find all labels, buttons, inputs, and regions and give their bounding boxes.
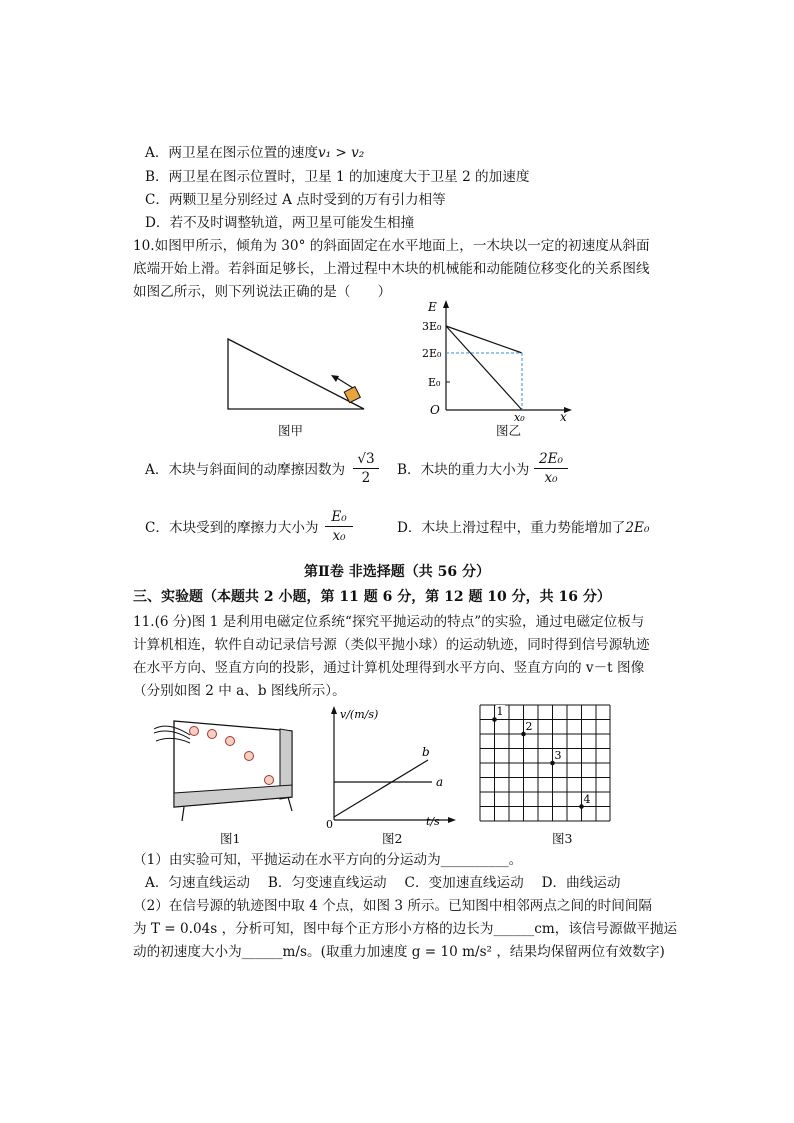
- q11-sub2-line-2: 为 T = 0.04s ，分析可知，图中每个正方形小方格的边长为______cm，该信号源做平抛运: [133, 921, 678, 937]
- line-b-increasing: [334, 760, 428, 817]
- trajectory-grid: [476, 703, 612, 825]
- x-axis-label: x: [560, 410, 567, 424]
- q10-stem-line-2: 底端开始上滑。若斜面足够长，上滑过程中木块的机械能和动能随位移变化的关系图线: [133, 261, 650, 277]
- q10-option-d: [397, 518, 649, 538]
- launcher-wire-1: [154, 726, 190, 735]
- origin-label: O: [430, 403, 440, 417]
- vt-x-label: t/s: [426, 815, 440, 828]
- q10-option-b-numerator: 2E₀: [538, 451, 564, 467]
- fig-yi-caption: 图乙: [496, 423, 522, 438]
- trajectory-ball: [190, 727, 199, 736]
- tick-label-2e0: 2E₀: [422, 347, 442, 360]
- q11-stem-line-3: 在水平方向、竖直方向的投影，通过计算机处理得到水平方向、竖直方向的 v－t 图像: [133, 660, 645, 676]
- q11-sub1: （1）由实验可知，平抛运动在水平方向的分运动为__________。: [133, 852, 523, 868]
- velocity-arrow: [337, 378, 353, 388]
- energy-graph-y-arrow: [443, 300, 449, 308]
- y-axis-label: E: [428, 300, 437, 314]
- q10-option-a-fraction: [353, 450, 379, 487]
- fig1-caption: 图1: [220, 831, 241, 846]
- launcher-wire-3: [156, 738, 190, 743]
- q11-sub2-line-1: （2）在信号源的轨迹图中取 4 个点，如图 3 所示。已知图中相邻两点之间的时间间隔: [133, 898, 653, 914]
- q10-option-a-denominator: 2: [353, 468, 379, 487]
- section-3-title: 三、实验题（本题共 2 小题，第 11 题 6 分，第 12 题 10 分，共 16 分）: [133, 589, 611, 605]
- trajectory-ball: [208, 730, 217, 739]
- board-bottom-frame: [174, 785, 292, 807]
- q9-option-a-math: v₁ > v₂: [317, 145, 365, 161]
- q9-option-a-text: A．两卫星在图示位置的速度: [145, 145, 318, 161]
- mechanical-energy-line: [446, 326, 522, 353]
- q10-option-b-fraction: [534, 450, 568, 487]
- q9-option-b: B．两卫星在图示位置时，卫星 1 的加速度大于卫星 2 的加速度: [145, 169, 530, 185]
- kinetic-energy-line: [446, 326, 522, 410]
- q10-option-c-fraction: [325, 508, 353, 545]
- q10-option-c-numerator: E₀: [331, 509, 347, 525]
- tick-label-e0: E₀: [428, 376, 441, 389]
- vt-y-label: v/(m/s): [340, 708, 379, 721]
- q10-option-a-text: A．木块与斜面间的动摩擦因数为: [145, 462, 346, 478]
- trajectory-ball: [226, 737, 235, 746]
- tick-label-3e0: 3E₀: [422, 320, 442, 333]
- q9-option-a: [145, 143, 364, 163]
- q9-option-d: D．若不及时调整轨道，两卫星可能发生相撞: [145, 215, 415, 231]
- q11-stem-line-1: 11.(6 分)图 1 是利用电磁定位系统“探究平抛运动的特点”的实验，通过电磁定位板与: [133, 614, 645, 630]
- q10-option-a-numerator: √3: [357, 451, 375, 467]
- q10-stem-line-1: 10.如图甲所示，倾角为 30° 的斜面固定在水平地面上，一木块以一定的初速度从斜面: [133, 238, 650, 254]
- point-4-label: 4: [583, 793, 591, 806]
- point-3-label: 3: [554, 749, 562, 762]
- q11-stem-line-4: （分别如图 2 中 a、b 图线所示）。: [133, 683, 346, 699]
- q10-option-c-denominator: x₀: [325, 526, 353, 545]
- incline-figure: [222, 333, 372, 415]
- incline-triangle: [228, 339, 364, 409]
- vt-graph: [322, 704, 462, 828]
- q10-option-b-text: B．木块的重力大小为: [397, 462, 530, 478]
- line-a-label: a: [436, 775, 444, 789]
- q10-option-d-math: 2E₀: [625, 520, 650, 536]
- vt-origin: 0: [326, 818, 333, 828]
- q10-option-d-text: D．木块上滑过程中，重力势能增加了: [397, 520, 626, 536]
- vt-x-arrow: [448, 817, 456, 823]
- q11-stem-line-2: 计算机相连，软件自动记录信号源（类似平抛小球）的运动轨迹，同时得到信号源轨迹: [133, 637, 650, 653]
- board-leg-left: [182, 807, 184, 821]
- tick-label-x0: x₀: [514, 411, 525, 424]
- part-2-title: 第Ⅱ卷 非选择题（共 56 分）: [304, 564, 490, 580]
- energy-graph: [420, 298, 580, 424]
- fig3-caption: 图3: [552, 831, 573, 846]
- line-b-label: b: [422, 745, 430, 759]
- fig-jia-caption: 图甲: [278, 423, 304, 438]
- q11-sub2-line-3: 动的初速度大小为______m/s。(取重力加速度 g = 10 m/s² ，结果均保留两位有效数字): [133, 944, 665, 960]
- board-leg-right: [288, 797, 292, 811]
- q10-option-c-text: C．木块受到的摩擦力大小为: [145, 520, 319, 536]
- q11-sub1-options: A．匀速直线运动 B．匀变速直线运动 C．变加速直线运动 D．曲线运动: [145, 875, 621, 891]
- q9-option-c: C．两颗卫星分别经过 A 点时受到的万有引力相等: [145, 192, 446, 208]
- q10-stem-line-3: 如图乙所示，则下列说法正确的是（ ）: [133, 284, 392, 300]
- point-1-label: 1: [496, 705, 504, 718]
- fig2-caption: 图2: [382, 831, 403, 846]
- q10-option-b-denominator: x₀: [534, 468, 568, 487]
- trajectory-ball: [265, 776, 274, 785]
- trajectory-ball: [245, 752, 254, 761]
- positioning-board-figure: [150, 713, 300, 825]
- vt-y-arrow: [331, 706, 337, 714]
- point-2-label: 2: [525, 720, 533, 733]
